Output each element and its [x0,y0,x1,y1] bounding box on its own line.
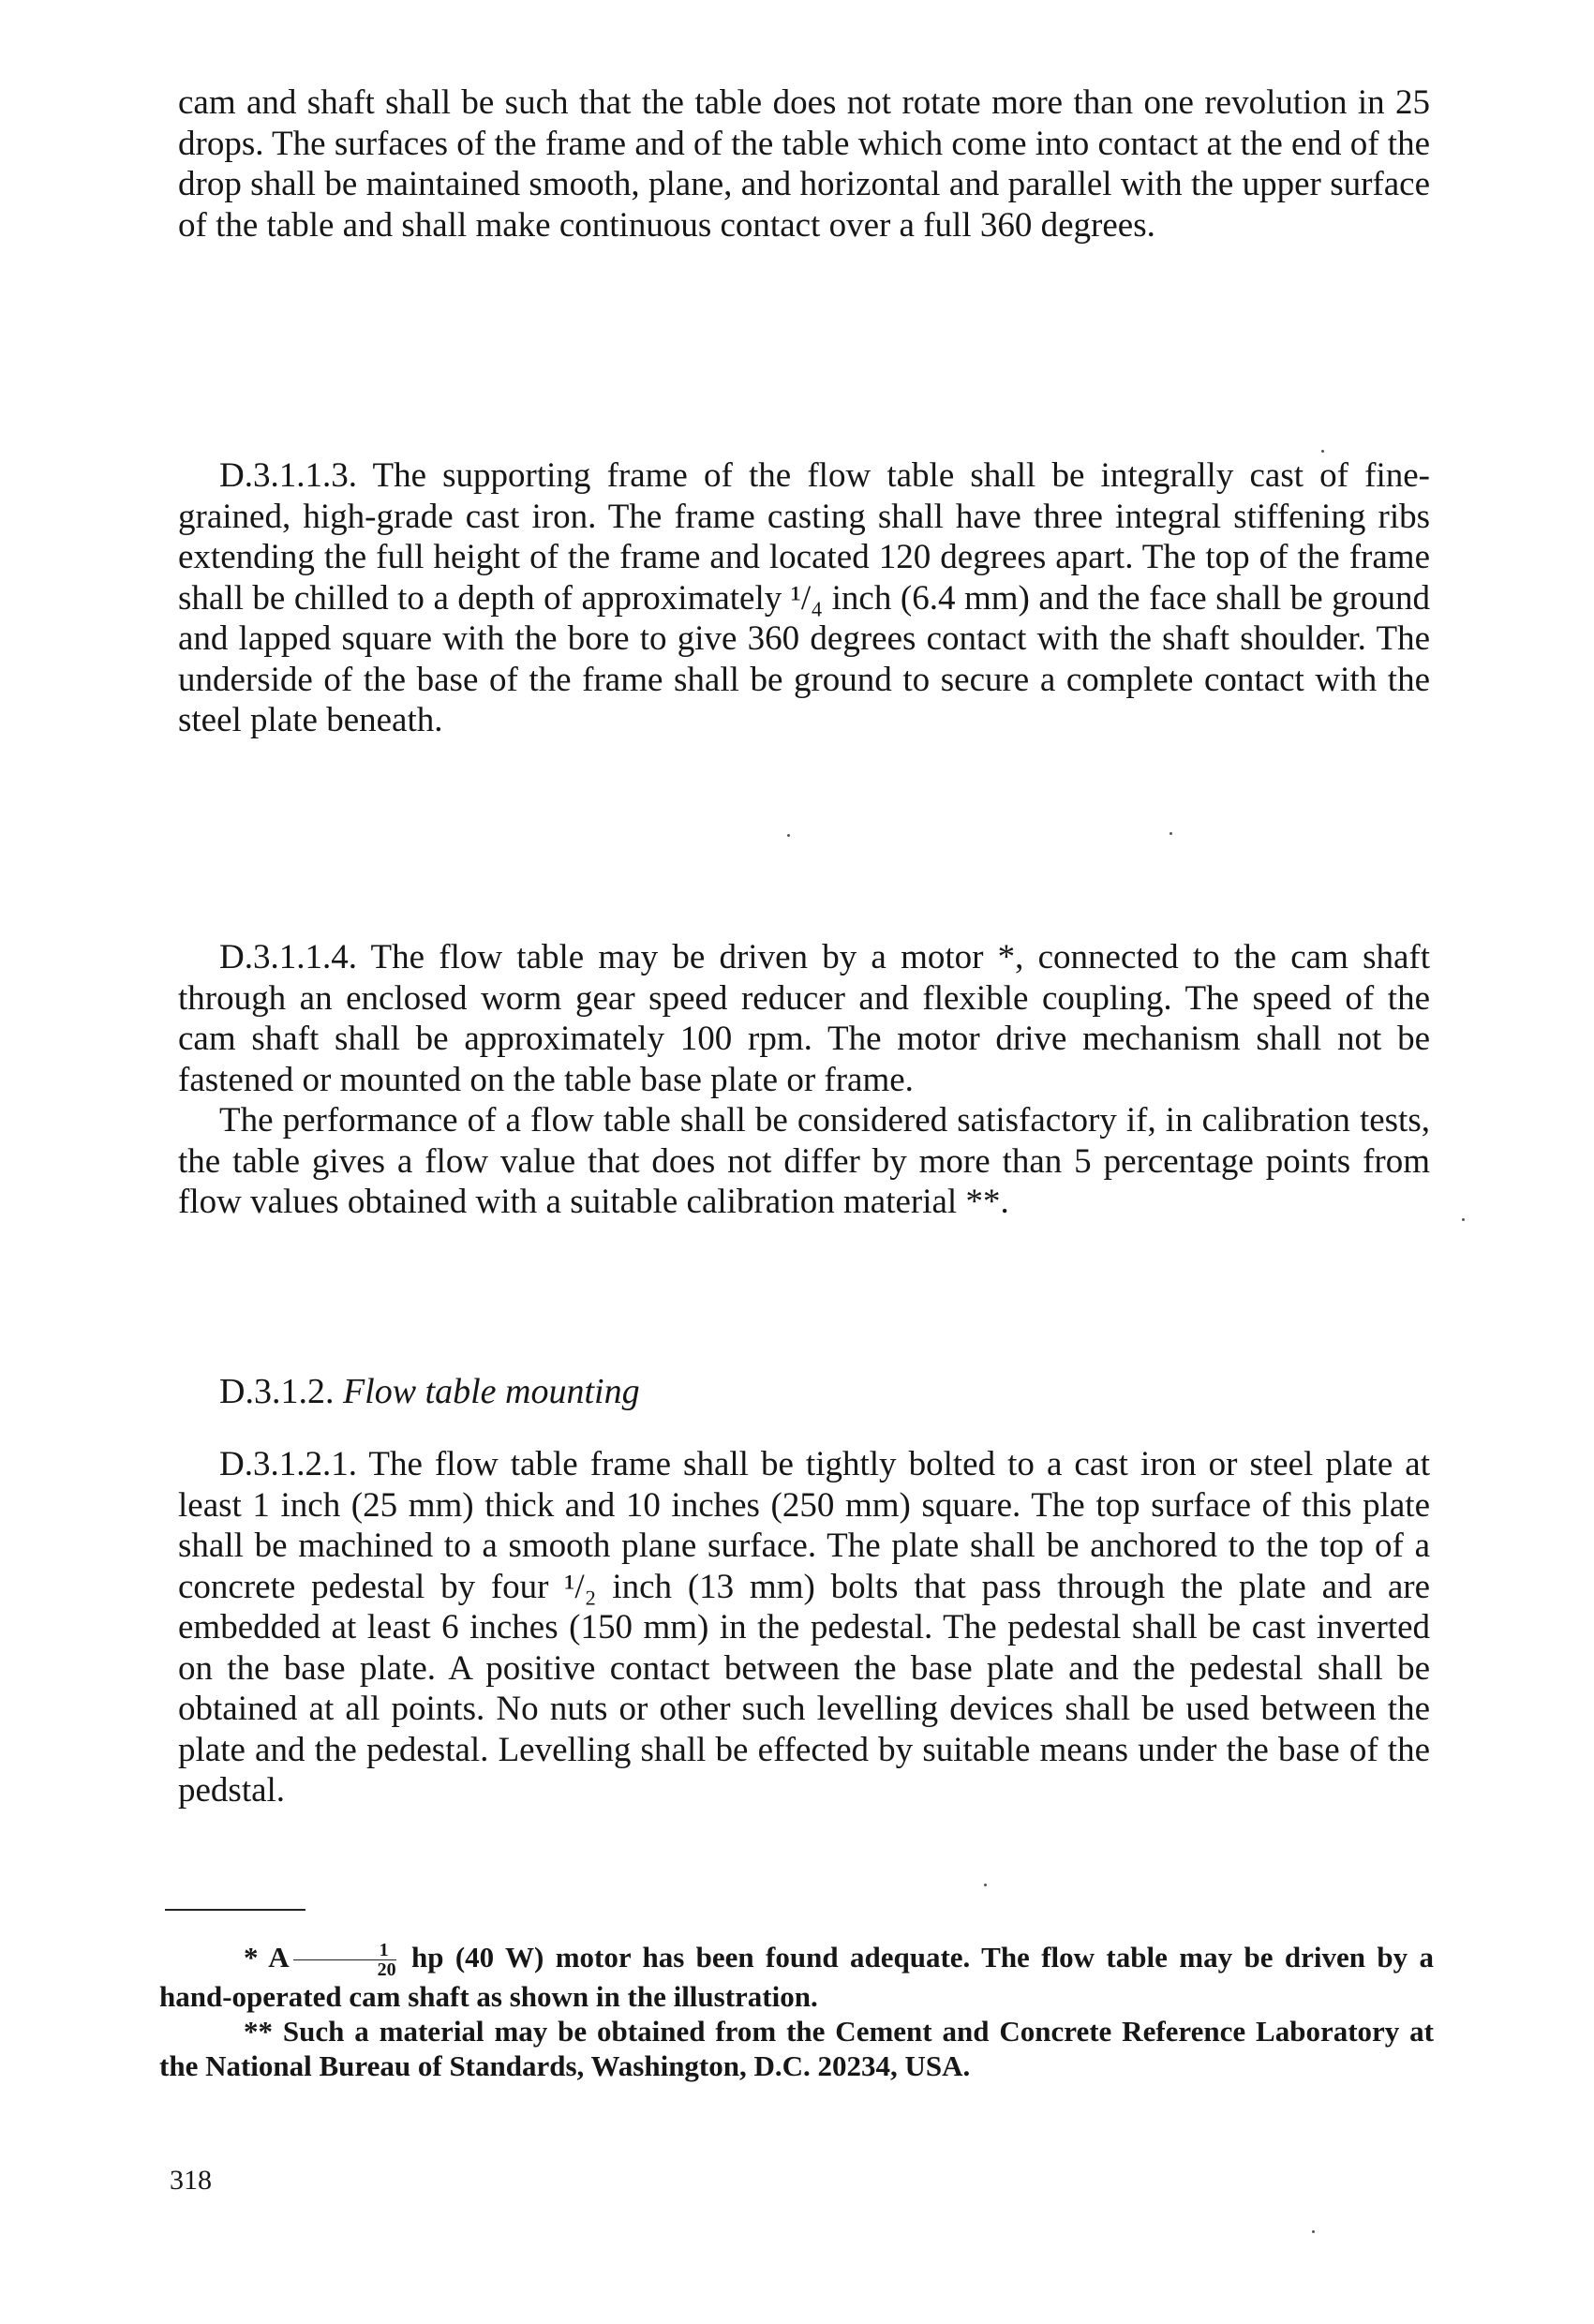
footnote-divider [165,1909,305,1911]
fraction-numerator: 1 [293,1941,396,1960]
scan-speck [1312,2230,1315,2233]
footnote-1 [159,1940,1434,2014]
footnote-prefix: A [268,1941,290,1974]
section-heading [178,1371,1430,1412]
heading-number: D.3.1.2. [219,1372,335,1411]
heading-line [178,1371,1430,1412]
scan-speck [787,834,790,837]
fraction [293,1941,396,1979]
fraction-denominator: 20 [377,1959,396,1981]
footnote-text: hp (40 W) motor has been found adequate. The flow table may be driven by a hand-operated cam shaft as shown in the illustration. [159,1941,1435,2014]
paragraph-d3121 [178,1444,1430,1811]
footnote-2: ** Such a material may be obtained from the Cement and Concrete Reference Laboratory at the National Bureau of Standards, Washington, D.C. 20234, USA. [159,2015,1434,2083]
paragraph-d3114 [178,937,1430,1223]
scan-speck [1321,450,1324,453]
scan-speck [1462,1218,1465,1221]
paragraph-text: D.3.1.1.4. The flow table may be driven by a motor *, connected to the cam shaft through an enclosed worm gear speed reducer and flexible coupling. The speed of the cam shaft shall be approximately 100 rpm. The motor drive mechanism shall not be fastened or mounted on the table base plate or frame. [178,938,1430,1099]
footnote-marker: * [244,1941,259,1974]
heading-title: Flow table mounting [342,1372,640,1411]
scan-speck [984,1884,987,1886]
paragraph-d3113 [178,455,1430,741]
paragraph-continuation [178,82,1430,246]
paragraph-text: D.3.1.1.3. The supporting frame of the flow table shall be integrally cast of fine-grained, high-grade cast iron. The frame casting shall have three integral stiffening ribs extending the full height of the frame and located 120 degrees apart. The top of the frame shall be chilled to a depth of approximately ¹/₄ inch (6.4 mm) and the face shall be ground and lapped square with the bore to give 360 degrees contact with the shaft shoulder. The underside of the base of the frame shall be ground to secure a complete contact with the steel plate beneath. [178,456,1430,739]
paragraph-text: cam and shaft shall be such that the table does not rotate more than one revolution in 25 drops. The surfaces of the frame and of the table which come into contact at the end of the drop shall be maintained smooth, plane, and horizontal and parallel with the upper surface of the table and shall make continuous contact over a full 360 degrees. [178,83,1430,245]
footnotes [159,1940,1434,2083]
paragraph-text: D.3.1.2.1. The flow table frame shall be tightly bolted to a cast iron or steel plate at least 1 inch (25 mm) thick and 10 inches (250 mm) square. The top surface of this plate shall be machined to a smooth plane surface. The plate shall be anchored to the top of a concrete pedestal by four ¹/₂ inch (13 mm) bolts that pass through the plate and are embedded at least 6 inches (150 mm) in the pedestal. The pedestal shall be cast inverted on the base plate. A positive contact between the base plate and the pedestal shall be obtained at all points. No nuts or other such levelling devices shall be used between the plate and the pedestal. Levelling shall be effected by suitable means under the base of the pedstal. [178,1445,1430,1810]
scan-speck [1169,832,1172,835]
paragraph-text: The performance of a flow table shall be considered satisfactory if, in calibration tests, the table gives a flow value that does not differ by more than 5 percentage points from flow values obtained with a suitable calibration material **. [178,1101,1430,1221]
page-number: 318 [170,2165,212,2196]
